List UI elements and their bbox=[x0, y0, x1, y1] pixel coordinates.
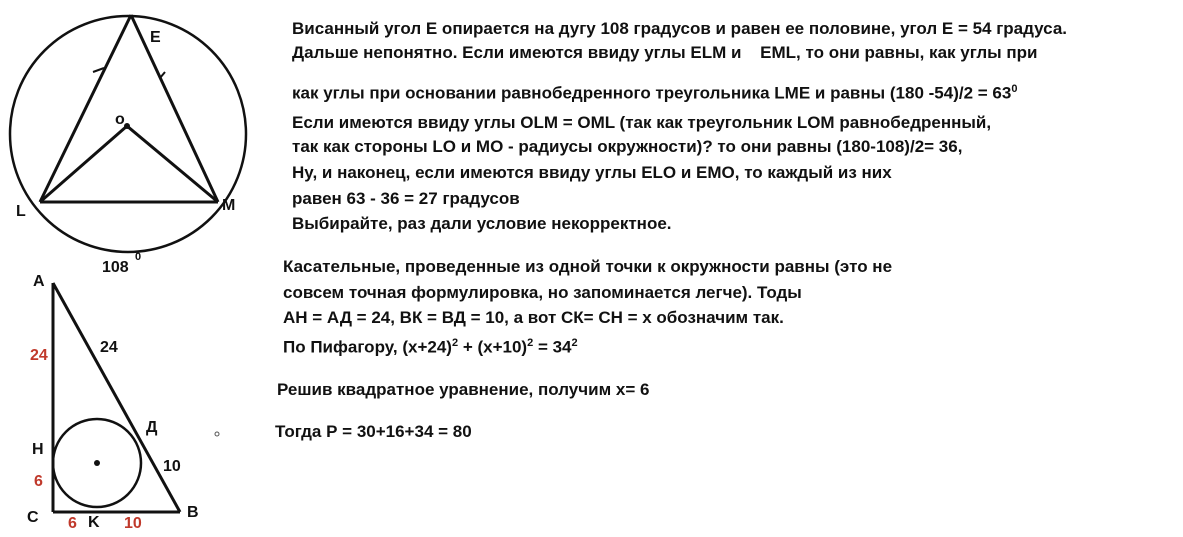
text1-line2a: Дальше непонятно. Если имеются ввиду углы ELM и bbox=[292, 43, 742, 62]
text2-line4c: = 34 bbox=[537, 337, 572, 357]
text2-line4b: + (х+10) bbox=[462, 337, 528, 357]
triangle-figure bbox=[27, 273, 219, 532]
radius-ol bbox=[40, 126, 127, 202]
text1-line6: Ну, и наконец, если имеются ввиду углы ELO и EMO, то каждый из них bbox=[292, 163, 892, 182]
label-k: K bbox=[88, 514, 100, 531]
text1-line5: так как стороны LO и MO - радиусы окружности)? то они равны (180-108)/2= 36, bbox=[292, 137, 963, 156]
label-b: B bbox=[187, 504, 199, 521]
text2-line2: совсем точная формулировка, но запоминается легче). Тоды bbox=[283, 283, 802, 302]
arc-label: 108 bbox=[102, 259, 129, 276]
segment-hc: 6 bbox=[34, 473, 43, 490]
label-l: L bbox=[16, 203, 26, 220]
text2-line3: АН = АД = 24, ВК = ВД = 10, а вот СК= СН = х обозначим так. bbox=[283, 308, 784, 327]
text1-line4: Если имеются ввиду углы OLM = OML (так как треугольник LOM равнобедренный, bbox=[292, 113, 992, 132]
text2-line4a: По Пифагору, (х+24) bbox=[283, 337, 452, 357]
text1-line8: Выбирайте, раз дали условие некорректное. bbox=[292, 214, 672, 233]
text3-line1: Решив квадратное уравнение, получим х= 6 bbox=[277, 380, 650, 399]
text3-line2: Тогда Р = 30+16+34 = 80 bbox=[275, 422, 472, 441]
radius-om bbox=[127, 126, 218, 202]
text1-line3-sup: 0 bbox=[1011, 83, 1018, 95]
segment-ah: 24 bbox=[30, 347, 48, 364]
text1-line3-main: как углы при основании равнобедренного треугольника LME и равны (180 -54)/2 = 63 bbox=[292, 83, 1012, 103]
label-m: M bbox=[222, 197, 236, 214]
text2-line1: Касательные, проведенные из одной точки к окружности равны (это не bbox=[283, 257, 893, 276]
text2-line4-sup2: 2 bbox=[527, 337, 534, 349]
stray-dot bbox=[215, 432, 219, 436]
circle-figure bbox=[10, 15, 246, 276]
label-d: Д bbox=[146, 419, 158, 436]
label-a: A bbox=[33, 273, 45, 290]
text1-line2b: EML, то они равны, как углы при bbox=[760, 43, 1038, 62]
label-o: o bbox=[115, 111, 125, 128]
label-c: C bbox=[27, 509, 39, 526]
arc-degree: 0 bbox=[135, 251, 142, 263]
text1-line2 bbox=[292, 40, 1038, 66]
circumcircle bbox=[10, 16, 246, 252]
center-point-o bbox=[124, 123, 130, 129]
segment-ad: 24 bbox=[100, 339, 118, 356]
incircle-center bbox=[94, 460, 100, 466]
segment-ck: 6 bbox=[68, 515, 77, 532]
text2-line4 bbox=[283, 330, 578, 361]
segment-db: 10 bbox=[163, 458, 181, 475]
text1-line7: равен 63 - 36 = 27 градусов bbox=[292, 189, 520, 208]
text1-line1: Висанный угол E опирается на дугу 108 градусов и равен ее половине, угол E = 54 градуса. bbox=[292, 19, 1068, 38]
side-ab bbox=[53, 283, 180, 512]
label-e: E bbox=[150, 29, 161, 46]
label-h: H bbox=[32, 441, 44, 458]
tick-mark-em bbox=[160, 72, 165, 78]
segment-kb: 10 bbox=[124, 515, 142, 532]
text1-line3 bbox=[292, 76, 1017, 107]
text2-line4-sup1: 2 bbox=[451, 337, 459, 349]
text2-line4-sup3: 2 bbox=[571, 337, 578, 349]
